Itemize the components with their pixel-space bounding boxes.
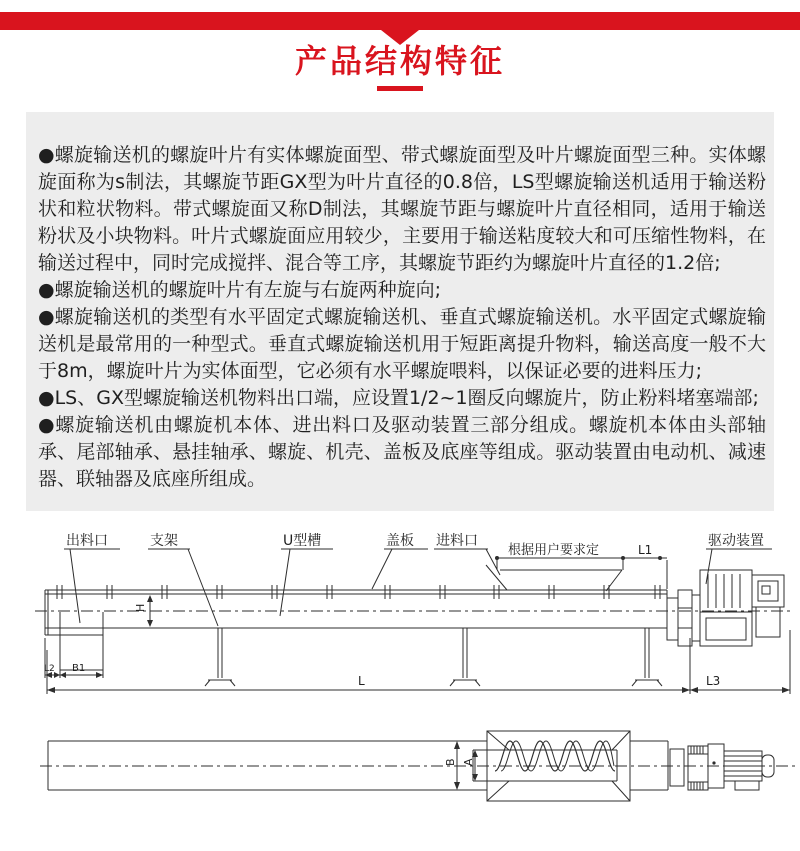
header-red-bar: [0, 12, 800, 30]
label-h: H: [134, 603, 147, 612]
dim-a: [462, 750, 478, 781]
feature-paragraph: ●螺旋输送机由螺旋机本体、进出料口及驱动装置三部分组成。螺旋机本体由头部轴承、尾部轴承、悬挂轴承、螺旋、机壳、盖板及底座等组成。驱动装置由电动机、减速器、联轴器及底座所组成。: [38, 414, 766, 490]
dim-h: [134, 595, 153, 627]
label-l1: L1: [638, 543, 653, 557]
label-a: A: [462, 758, 475, 766]
dim-l-l3: [47, 630, 790, 694]
label-per-user: 根据用户要求定: [508, 543, 600, 558]
structure-diagram: [0, 518, 800, 821]
label-bracket: 支架: [150, 533, 178, 549]
label-u-trough: U型槽: [283, 533, 322, 549]
label-cover-plate: 盖板: [386, 533, 414, 549]
feature-paragraph: ●螺旋输送机的螺旋叶片有实体螺旋面型、带式螺旋面型及叶片螺旋面型三种。实体螺旋面称为s制法，其螺旋节距GX型为叶片直径的0.8倍，LS型螺旋输送机适用于输送粉状和粒状物料。带式螺旋面又称D制法，其螺旋节距与螺旋叶片直径相同，适用于输送粉状及小块物料。叶片式螺旋面应用较少，主要用于输送粘度较大和可压缩性物料，在输送过程中，同时完成搅拌、混合等工序，其螺旋节距约为螺旋叶片直径的1.2倍;: [38, 144, 766, 274]
feature-paragraph: ●螺旋输送机的螺旋叶片有左旋与右旋两种旋向;: [38, 279, 441, 301]
feature-paragraph: ●螺旋输送机的类型有水平固定式螺旋输送机、垂直式螺旋输送机。水平固定式螺旋输送机是最常用的一种型式。垂直式螺旋输送机用于短距离提升物料，输送高度一般不大于8m，螺旋叶片为实体面型，它必须有水平螺旋喂料，以保证必要的进料压力;: [38, 306, 766, 382]
side-view: [35, 565, 792, 694]
label-inlet: 进料口: [436, 533, 478, 549]
plan-view: [40, 731, 795, 801]
feature-panel: [26, 112, 774, 511]
dim-l2-b1: [44, 638, 103, 678]
label-b: B: [444, 758, 457, 766]
outlet-chute: [60, 612, 103, 670]
label-l2: L2: [44, 664, 55, 674]
label-l: L: [358, 674, 365, 688]
feature-paragraph: ●LS、GX型螺旋输送机物料出口端，应设置1/2~1圈反向螺旋片，防止粉料堵塞端部;: [38, 387, 759, 409]
label-l3: L3: [706, 674, 721, 688]
label-drive: 驱动装置: [708, 533, 764, 549]
support-legs: [205, 628, 662, 686]
diagram-callouts: [64, 532, 772, 626]
drive-unit-side: [667, 570, 784, 646]
page-title: 产品结构特征: [294, 42, 505, 80]
conveyor-drawing: [0, 518, 800, 817]
label-outlet: 出料口: [66, 533, 108, 549]
drive-unit-plan: [670, 744, 774, 790]
title-underline: [377, 86, 423, 91]
header-notch-triangle-icon: [381, 30, 419, 45]
label-b1: B1: [72, 663, 86, 674]
